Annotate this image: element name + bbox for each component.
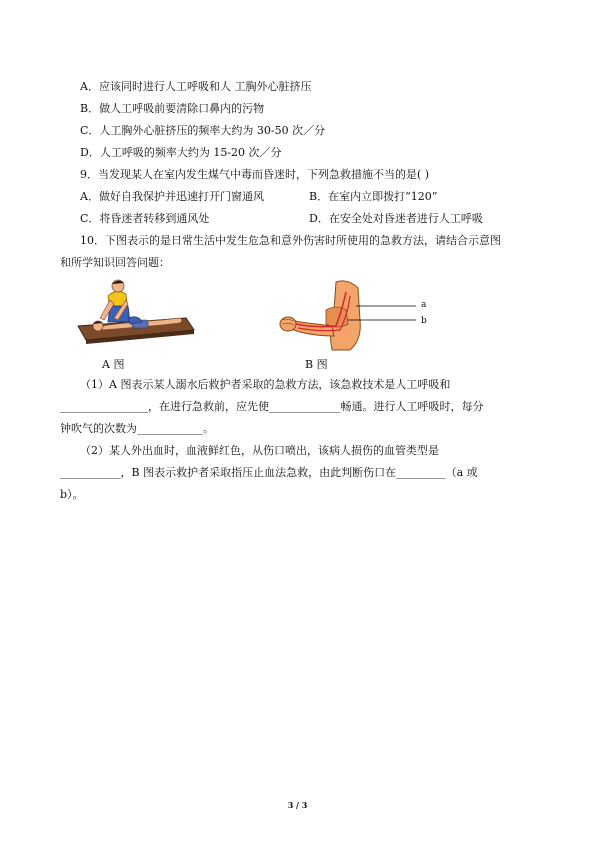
figure-b-caption: B 图 <box>305 358 328 371</box>
figure-b-label-b: b <box>421 316 427 326</box>
figure-b-label-a: a <box>421 300 427 310</box>
q9-option-d: D．在安全处对昏迷者进行人工呼吸 <box>309 212 483 225</box>
q8-option-c: C．人工胸外心脏挤压的频率大约为 30-50 次／分 <box>80 124 326 137</box>
q8-option-a: A．应该同时进行人工呼吸和人 工胸外心脏挤压 <box>80 80 312 93</box>
q8-option-d: D．人工呼吸的频率大约为 15-20 次／分 <box>80 146 282 159</box>
page-number: 3 / 3 <box>287 800 308 810</box>
figure-a-caption: A 图 <box>102 358 125 371</box>
q10-part1-line2: ________________，在进行急救前，应先使_____________畅通。进行人工呼吸时，每分 <box>60 400 484 413</box>
q10-part2-line3: b）。 <box>60 488 84 501</box>
q9-option-a: A．做好自我保护并迅速打开门窗通风 <box>80 190 264 203</box>
q10-stem-line1: 10．下图表示的是日常生活中发生危急和意外伤害时所使用的急救方法，请结合示意图 <box>80 234 501 247</box>
figure-b-arm-pressure-illustration <box>276 280 436 352</box>
q8-option-b: B．做人工呼吸前要清除口鼻内的污物 <box>80 102 265 115</box>
q10-part2-line2: ___________，B 图表示救护者采取指压止血法急救，由此判断伤口在_________（a 或 <box>60 466 478 479</box>
q9-option-b: B．在室内立即拨打“120” <box>309 190 438 203</box>
q10-part1-line3: 钟吹气的次数为____________。 <box>60 422 214 435</box>
figure-a-cpr-illustration <box>70 278 200 348</box>
q9-option-c: C．将昏迷者转移到通风处 <box>80 212 210 225</box>
q10-part2-line1: （2）某人外出血时，血液鲜红色，从伤口喷出，该病人损伤的血管类型是 <box>80 444 439 457</box>
q10-part1-line1: （1）A 图表示某人溺水后救护者采取的急救方法，该急救技术是人工呼吸和 <box>80 378 451 391</box>
q10-stem-line2: 和所学知识回答问题： <box>60 256 170 269</box>
q9-stem: 9．当发现某人在室内发生煤气中毒而昏迷时，下列急救措施不当的是( ) <box>80 168 430 181</box>
